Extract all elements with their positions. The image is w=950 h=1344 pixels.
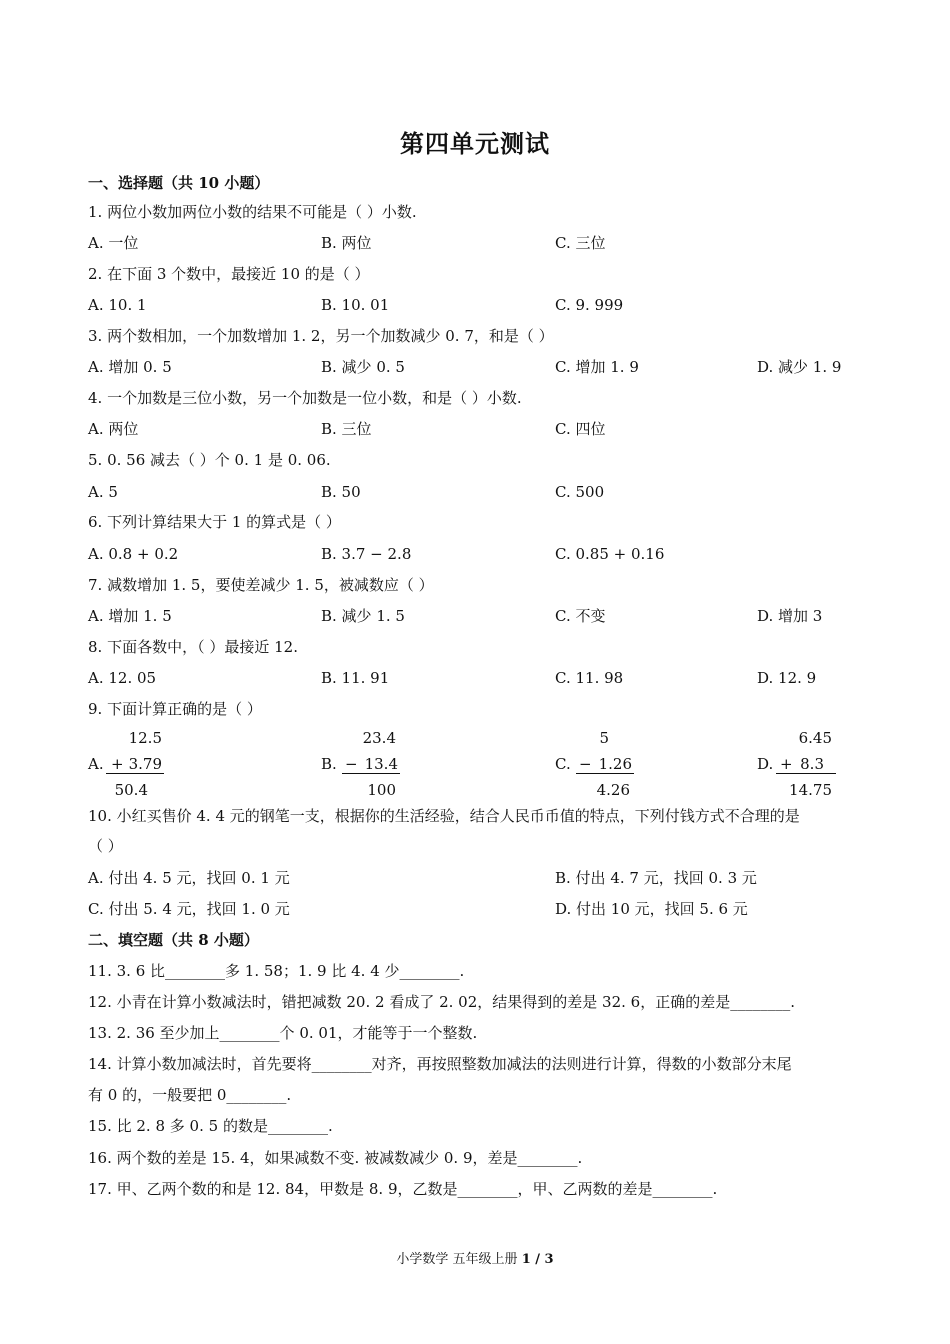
- question-4-stem: 4. 一个加数是三位小数，另一个加数是一位小数，和是（ ）小数.: [88, 389, 522, 407]
- q4-option-c: C. 四位: [555, 420, 606, 438]
- question-12: 12. 小青在计算小数减法时，错把减数 20. 2 看成了 2. 02，结果得到的差是 32. 6，正确的差是________.: [88, 993, 795, 1011]
- q10-option-d: D. 付出 10 元，找回 5. 6 元: [555, 900, 748, 918]
- question-17: 17. 甲、乙两个数的和是 12. 84，甲数是 8. 9，乙数是________，甲、乙两数的差是________.: [88, 1180, 718, 1198]
- question-3-stem: 3. 两个数相加，一个加数增加 1. 2，另一个加数减少 0. 7，和是（ ）: [88, 327, 554, 345]
- q7-option-d: D. 增加 3: [757, 607, 823, 625]
- q9-b-operator: −: [345, 755, 358, 773]
- q9-b-rule: [342, 773, 400, 774]
- q9-b-top-number: 23.4: [362, 729, 396, 747]
- question-14: 14. 计算小数加减法时，首先要将________对齐，再按照整数加减法的法则进行计算，得数的小数部分末尾: [88, 1055, 792, 1073]
- q4-option-b: B. 三位: [321, 420, 372, 438]
- question-7-stem: 7. 减数增加 1. 5，要使差减少 1. 5，被减数应（ ）: [88, 576, 434, 594]
- q6-option-b: B. 3.7 − 2.8: [321, 545, 412, 563]
- question-9-stem: 9. 下面计算正确的是（ ）: [88, 700, 262, 718]
- q5-option-c: C. 500: [555, 483, 605, 501]
- q9-c-result: 4.26: [596, 781, 630, 799]
- question-13: 13. 2. 36 至少加上________个 0. 01，才能等于一个整数.: [88, 1024, 478, 1042]
- question-1-stem: 1. 两位小数加两位小数的结果不可能是（ ）小数.: [88, 203, 417, 221]
- q9-c-operator: −: [579, 755, 592, 773]
- question-5-stem: 5. 0. 56 减去（ ）个 0. 1 是 0. 06.: [88, 451, 331, 469]
- q9-a-second-number: 3.79: [128, 755, 162, 773]
- section-heading-choice: 一、选择题（共 10 小题）: [88, 174, 270, 192]
- q5-option-a: A. 5: [88, 483, 118, 501]
- footer-page-number: 1 / 3: [521, 1252, 554, 1267]
- q3-option-d: D. 减少 1. 9: [757, 358, 842, 376]
- q10-option-b: B. 付出 4. 7 元，找回 0. 3 元: [555, 869, 757, 887]
- q8-option-b: B. 11. 91: [321, 669, 390, 687]
- question-10-stem-cont: （ ）: [88, 837, 123, 855]
- page-footer: [0, 1248, 950, 1267]
- q7-option-a: A. 增加 1. 5: [88, 607, 172, 625]
- q7-option-b: B. 减少 1. 5: [321, 607, 405, 625]
- question-15: 15. 比 2. 8 多 0. 5 的数是________.: [88, 1117, 333, 1135]
- q2-option-a: A. 10. 1: [88, 296, 147, 314]
- q3-option-a: A. 增加 0. 5: [88, 358, 172, 376]
- question-2-stem: 2. 在下面 3 个数中，最接近 10 的是（ ）: [88, 265, 370, 283]
- q3-option-b: B. 减少 0. 5: [321, 358, 405, 376]
- q9-d-second-number: 8.3: [800, 755, 824, 773]
- question-6-stem: 6. 下列计算结果大于 1 的算式是（ ）: [88, 513, 341, 531]
- q9-d-operator: +: [780, 755, 793, 773]
- q9-b-second-number: 13.4: [364, 755, 398, 773]
- q7-option-c: C. 不变: [555, 607, 606, 625]
- footer-subject: 小学数学 五年级上册: [396, 1252, 522, 1267]
- q4-option-a: A. 两位: [88, 420, 139, 438]
- q9-a-operator: +: [111, 755, 124, 773]
- page-title: 第四单元测试: [400, 129, 550, 158]
- q8-option-a: A. 12. 05: [88, 669, 157, 687]
- question-8-stem: 8. 下面各数中，（ ）最接近 12.: [88, 638, 298, 656]
- q1-option-a: A. 一位: [88, 234, 139, 252]
- q9-a-rule: [106, 773, 164, 774]
- q9-d-result: 14.75: [789, 781, 832, 799]
- q1-option-b: B. 两位: [321, 234, 372, 252]
- q9-c-second-number: 1.26: [598, 755, 632, 773]
- q2-option-b: B. 10. 01: [321, 296, 390, 314]
- q9-c-label: C.: [555, 755, 571, 773]
- question-11: 11. 3. 6 比________多 1. 58；1. 9 比 4. 4 少________.: [88, 962, 465, 980]
- question-10-stem: 10. 小红买售价 4. 4 元的钢笔一支，根据你的生活经验，结合人民币币值的特点，下列付钱方式不合理的是: [88, 807, 800, 825]
- q9-d-label: D.: [757, 755, 774, 773]
- question-14-cont: 有 0 的，一般要把 0________.: [88, 1086, 292, 1104]
- q8-option-c: C. 11. 98: [555, 669, 624, 687]
- q1-option-c: C. 三位: [555, 234, 606, 252]
- q9-b-result: 100: [367, 781, 396, 799]
- q6-option-c: C. 0.85 + 0.16: [555, 545, 665, 563]
- q9-a-result: 50.4: [114, 781, 148, 799]
- q6-option-a: A. 0.8 + 0.2: [88, 545, 179, 563]
- q10-option-c: C. 付出 5. 4 元，找回 1. 0 元: [88, 900, 290, 918]
- q9-d-rule: [776, 773, 836, 774]
- q8-option-d: D. 12. 9: [757, 669, 817, 687]
- question-16: 16. 两个数的差是 15. 4，如果减数不变. 被减数减少 0. 9，差是________.: [88, 1149, 583, 1167]
- q2-option-c: C. 9. 999: [555, 296, 624, 314]
- q10-option-a: A. 付出 4. 5 元，找回 0. 1 元: [88, 869, 290, 887]
- q9-c-rule: [576, 773, 634, 774]
- section-heading-fill: 二、填空题（共 8 小题）: [88, 931, 259, 949]
- q9-b-label: B.: [321, 755, 337, 773]
- q9-a-label: A.: [88, 755, 104, 773]
- q9-d-top-number: 6.45: [798, 729, 832, 747]
- q3-option-c: C. 增加 1. 9: [555, 358, 639, 376]
- q9-a-top-number: 12.5: [128, 729, 162, 747]
- q5-option-b: B. 50: [321, 483, 361, 501]
- q9-c-top-number: 5: [599, 729, 609, 747]
